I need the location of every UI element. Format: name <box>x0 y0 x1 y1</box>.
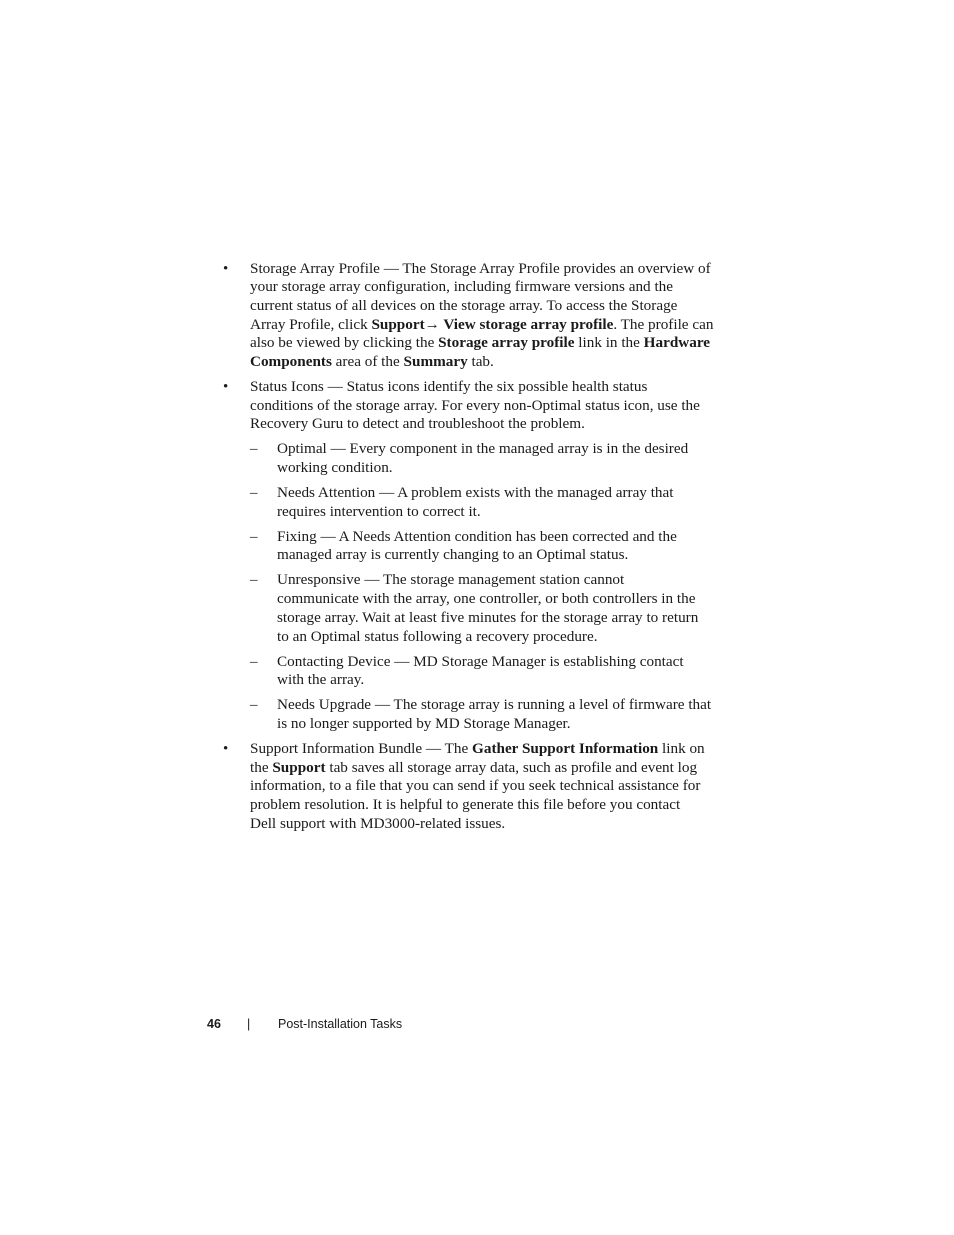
bold-term: Support <box>272 759 326 776</box>
text-line <box>250 815 505 833</box>
text-run: current status of all devices on the storage array. To access the Storage <box>250 297 678 314</box>
text-line <box>277 484 673 502</box>
text-run: also be viewed by clicking the <box>250 334 439 351</box>
text-run: . The profile can <box>613 316 714 333</box>
text-run: Needs Attention — A problem exists with the managed array that <box>277 484 674 501</box>
text-line <box>250 397 700 415</box>
text-run: managed array is currently changing to an Optimal status. <box>277 546 629 563</box>
text-run: requires intervention to correct it. <box>277 503 481 520</box>
text-run: Array Profile, click <box>250 316 372 333</box>
text-run: is no longer supported by MD Storage Manager. <box>277 715 571 732</box>
text-run: Recovery Guru to detect and troubleshoot the problem. <box>250 415 585 432</box>
text-line <box>250 777 700 795</box>
text-line <box>277 440 688 458</box>
text-line <box>250 378 647 396</box>
text-run: Fixing — A Needs Attention condition has been corrected and the <box>277 528 677 545</box>
text-line <box>277 715 571 733</box>
text-run: Needs Upgrade — The storage array is running a level of firmware that <box>277 696 712 713</box>
text-line <box>250 759 697 777</box>
text-run: storage array. Wait at least five minutes for the storage array to return <box>277 609 699 626</box>
text-run: with the array. <box>277 671 365 688</box>
text-line <box>250 334 710 352</box>
text-run: Optimal — Every component in the managed array is in the desired <box>277 440 689 457</box>
text-line <box>277 503 481 521</box>
text-run: Storage Array Profile — The Storage Array Profile provides an overview of <box>250 260 711 277</box>
bold-term: Gather Support Information <box>472 740 659 757</box>
text-run: area of the <box>331 353 404 370</box>
dash-marker: – <box>250 654 258 670</box>
text-line <box>250 297 677 315</box>
text-line <box>277 696 711 714</box>
dash-marker: – <box>250 529 258 545</box>
text-line <box>277 590 695 608</box>
bold-term: Summary <box>403 353 468 370</box>
text-run: tab saves all storage array data, such as profile and event log <box>325 759 698 776</box>
dash-marker: – <box>250 485 258 501</box>
text-run: tab. <box>467 353 494 370</box>
dash-marker: – <box>250 572 258 588</box>
dash-marker: – <box>250 697 258 713</box>
text-line <box>250 278 673 296</box>
bold-term: Hardware <box>643 334 711 351</box>
text-line <box>277 671 364 689</box>
text-line <box>277 571 624 589</box>
text-run: your storage array configuration, including firmware versions and the <box>250 278 674 295</box>
bullet-marker: • <box>223 741 229 757</box>
text-run: Dell support with MD3000-related issues. <box>250 815 506 832</box>
bold-term: Storage array profile <box>438 334 575 351</box>
text-line <box>277 546 628 564</box>
bold-term: Support→ View storage array profile <box>371 316 614 333</box>
dash-marker: – <box>250 441 258 457</box>
text-run: Support Information Bundle — The <box>250 740 473 757</box>
text-run: link on <box>658 740 705 757</box>
text-line <box>250 316 713 334</box>
text-line <box>277 628 598 646</box>
text-line <box>277 459 393 477</box>
text-run: Unresponsive — The storage management station cannot <box>277 571 625 588</box>
text-line <box>277 528 677 546</box>
bold-term: Components <box>250 353 332 370</box>
text-run: communicate with the array, one controller, or both controllers in the <box>277 590 696 607</box>
footer-separator: | <box>247 1017 251 1031</box>
text-line <box>250 740 705 758</box>
text-run: problem resolution. It is helpful to generate this file before you contact <box>250 796 681 813</box>
text-line <box>250 796 680 814</box>
text-run: conditions of the storage array. For every non-Optimal status icon, use the <box>250 397 700 414</box>
text-line <box>277 609 698 627</box>
text-line <box>250 353 494 371</box>
text-run: working condition. <box>277 459 393 476</box>
text-line <box>250 415 585 433</box>
text-line <box>277 653 684 671</box>
text-run: the <box>250 759 273 776</box>
footer-section-title: Post-Installation Tasks <box>278 1017 403 1031</box>
text-run: Contacting Device — MD Storage Manager is establishing contact <box>277 653 684 670</box>
bullet-marker: • <box>223 261 229 277</box>
text-run: Status Icons — Status icons identify the six possible health status <box>250 378 648 395</box>
text-run: link in the <box>574 334 644 351</box>
text-run: to an Optimal status following a recovery procedure. <box>277 628 598 645</box>
page-number: 46 <box>207 1017 221 1031</box>
text-line <box>250 260 711 278</box>
bullet-marker: • <box>223 379 229 395</box>
text-run: information, to a file that you can send if you seek technical assistance for <box>250 777 701 794</box>
